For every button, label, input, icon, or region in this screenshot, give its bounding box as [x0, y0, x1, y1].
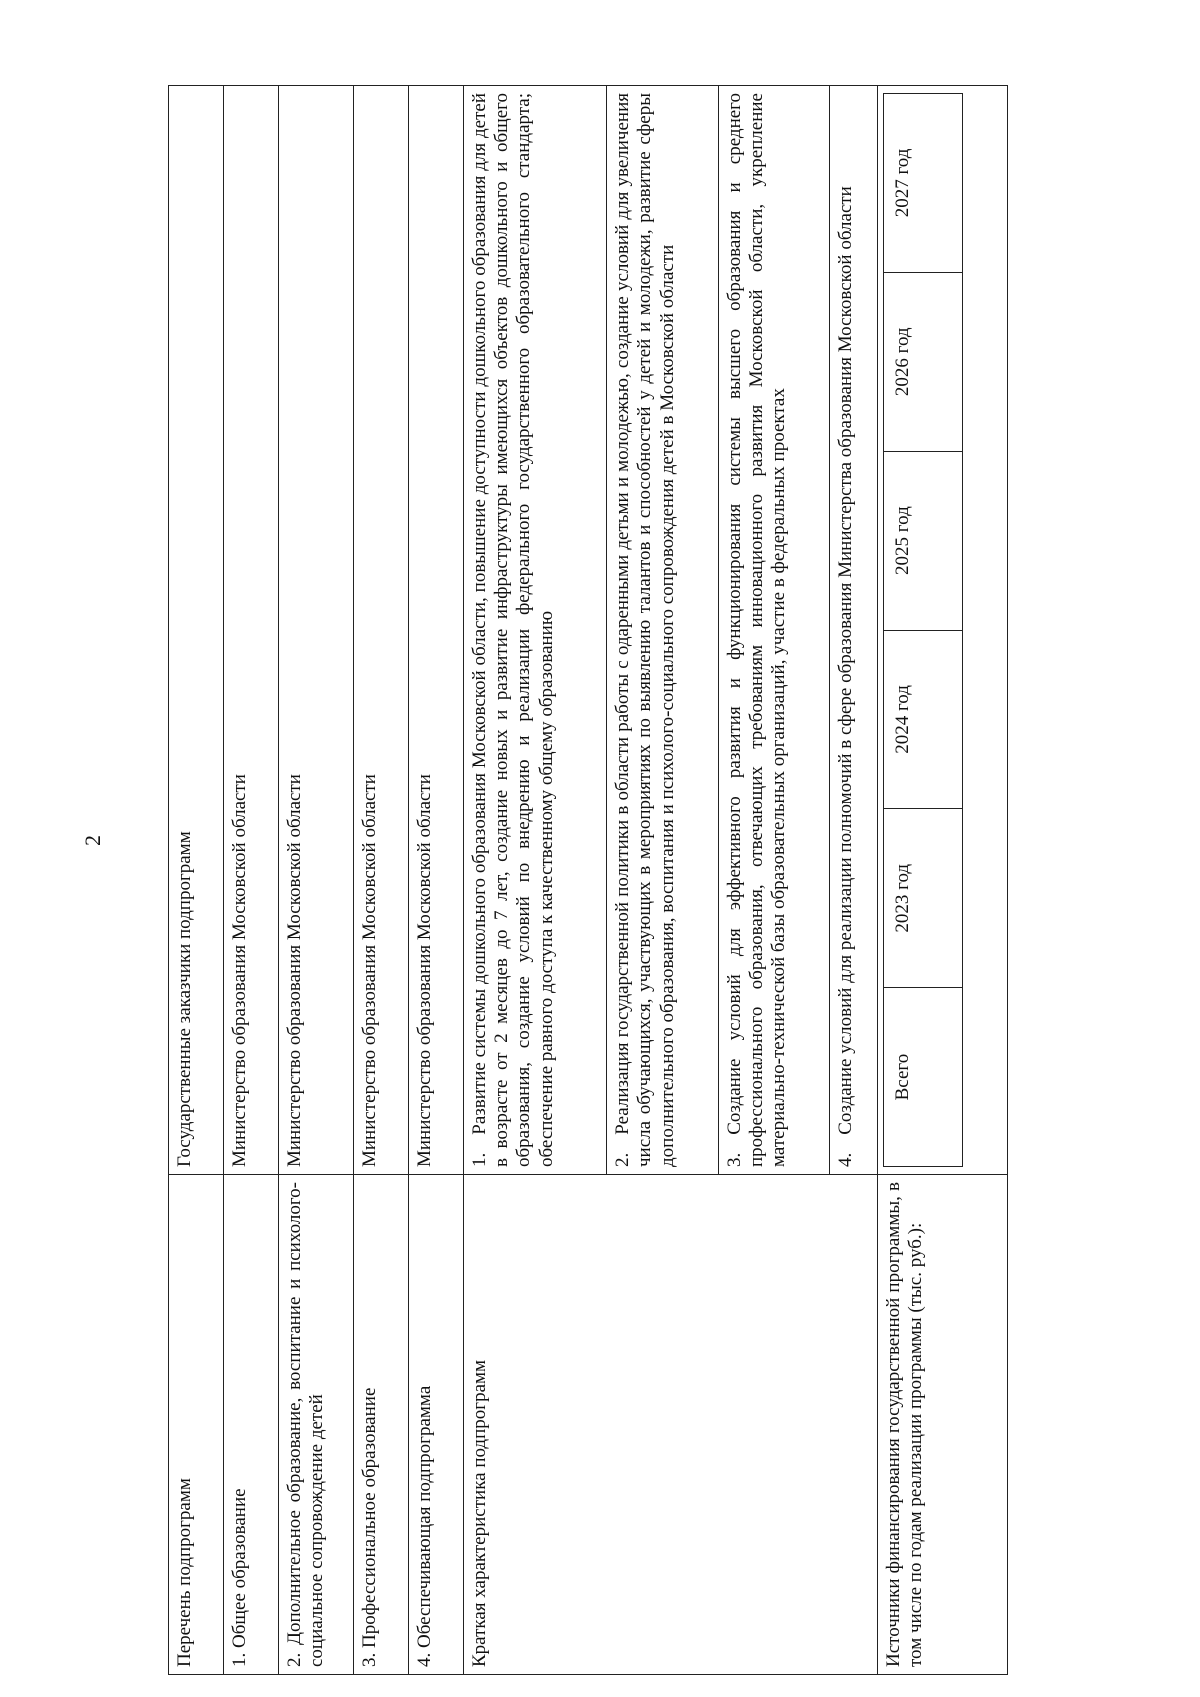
table-row-subprogram-1 [224, 86, 279, 1675]
characteristics-label: Краткая характеристика подпрограмм [464, 1175, 878, 1675]
characteristic-item [829, 86, 877, 1175]
characteristic-number: 1. [469, 1152, 490, 1167]
table-row-subprogram-4 [409, 86, 464, 1675]
subprogram-customer: Министерство образования Московской области [354, 86, 409, 1175]
financing-label: Источники финансирования государственной программы, в том числе по годам реализации программы (тыс. руб.): [877, 1175, 1008, 1675]
subprogram-name: 4. Обеспечивающая подпрограмма [409, 1175, 464, 1675]
subprogram-customer: Министерство образования Московской области [409, 86, 464, 1175]
financing-years-table [883, 93, 963, 1167]
characteristic-number: 3. [723, 1152, 745, 1167]
characteristic-text: Развитие системы дошкольного образования Московской области, повышение доступности дошкольного образования для детей в возрасте от 2 месяцев до 7 лет, создание новых и развитие инфраструктуры имеющихся объектов дошкольного и общего образования, создание условий по внедрению и реализации федерального государственного образовательного стандарта; обеспечение равного доступа к качественному общему образованию [469, 93, 557, 1167]
subprogram-name: 1. Общее образование [224, 1175, 279, 1675]
table-row-characteristic-1 [464, 86, 607, 1675]
characteristic-text: Создание условий для эффективного развития и функционирования системы высшего образования и среднего профессионального образования, отвечающих требованиям инновационного развития Московской области, укрепление материально-технической базы образовательных организаций, участие в федеральных проектах [723, 93, 789, 1167]
characteristic-text: Реализация государственной политики в области работы с одаренными детьми и молодежью, создание условий для увеличения числа обучающихся, участвующих в мероприятиях по выявлению талантов и способностей у детей и молодежи, развитие сферы дополнительного образования, воспитания и психолого-социального сопровождения детей в Московской области [612, 93, 678, 1167]
characteristic-number: 2. [612, 1152, 634, 1167]
header-value: Государственные заказчики подпрограмм [169, 86, 224, 1175]
year-column-total: Всего [883, 988, 962, 1167]
characteristic-number: 4. [834, 1152, 856, 1167]
subprogram-customer: Министерство образования Московской области [279, 86, 354, 1175]
subprogram-name: 2. Дополнительное образование, воспитание и психолого-социальное сопровождение детей [279, 1175, 354, 1675]
characteristic-item [718, 86, 829, 1175]
table-row-subprogram-2 [279, 86, 354, 1675]
characteristic-item [464, 86, 607, 1175]
rotated-table-container [168, 85, 1008, 1675]
table-row-header [169, 86, 224, 1675]
characteristic-item [607, 86, 718, 1175]
year-column-2023: 2023 год [883, 809, 962, 988]
years-header-row [883, 94, 962, 1167]
subprogram-name: 3. Профессиональное образование [354, 1175, 409, 1675]
year-column-2025: 2025 год [883, 451, 962, 630]
header-label: Перечень подпрограмм [169, 1175, 224, 1675]
year-column-2026: 2026 год [883, 272, 962, 451]
characteristic-text: Создание условий для реализации полномочий в сфере образования Министерства образования Московской области [834, 186, 856, 1135]
financing-years-cell [877, 86, 1008, 1175]
page-number: 2 [80, 835, 105, 846]
table-row-financing [877, 86, 1008, 1675]
year-column-2027: 2027 год [883, 94, 962, 273]
program-table [168, 85, 1008, 1675]
subprogram-customer: Министерство образования Московской области [224, 86, 279, 1175]
table-row-subprogram-3 [354, 86, 409, 1675]
year-column-2024: 2024 год [883, 630, 962, 809]
